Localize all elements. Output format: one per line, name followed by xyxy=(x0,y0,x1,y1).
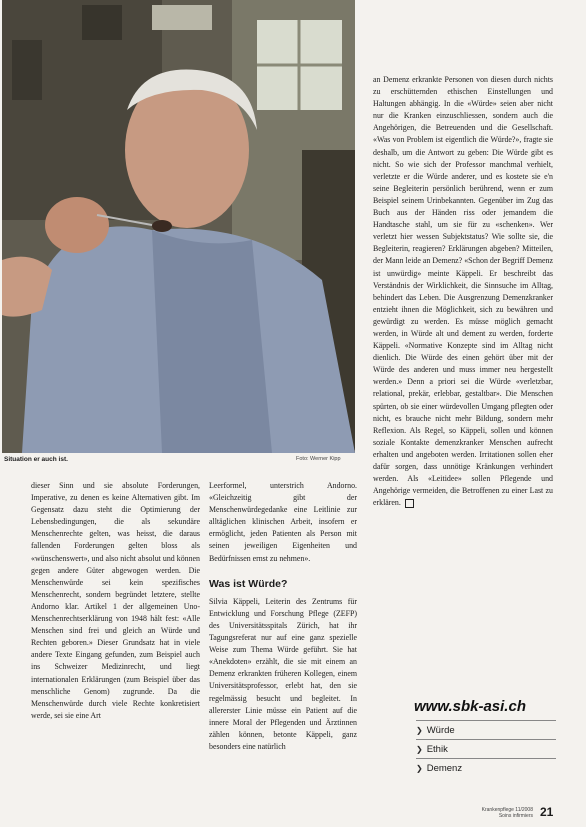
keyword-links xyxy=(416,720,556,777)
article-column-1 xyxy=(31,480,200,722)
website-link[interactable]: www.sbk-asi.ch xyxy=(414,698,526,715)
arrow-right-icon: ❯ xyxy=(416,763,423,773)
column-3-text: an Demenz erkrankte Personen von diesen durch nichts zu erschütternden ethischen Einstellungen und Haltungen abhängig. In die «Würde» seien aber nicht nur die Kranken einzuschliessen, sondern auch die Angehörigen, die Betreuenden und die Gesellschaft. «Was von Problem ist eigentlich die Würde?», fragte sie deshalb, um die Antwort zu geben: Die Würde gibt es nicht. So wie sich der Professor manchmal verhielt, verletzte er die Würde anderer, und es kostete sie e'n seine Begleiterin persönlich berührend, wenn er zum Beispiel seinem Urinbekannten. Gegenüber im Zug das Buch aus der Händen riss oder jemandem die Handtasche stahl, um sie für zu «schenken». Wer verletzt hier wessen Subjektstatus? Wie sollte sie, die Begleiterin, reagieren? Erklärungen abgeben? Mitteilen, der Mann leide an Demenz? «Schon der Begriff Demenz ist unwürdig» meinte Käppeli. Er beschreibt das Verständnis der Wirklichkeit, die Sinnsuche im Alltag, behindert das Leben. Die Ausgrenzung Demenzkranker entzieht ihnen die Möglichkeit, sich zu bewähren und gewürdigt zu werden. Es müsse möglich gemacht werden, in Würde alt und dement zu werden, forderte Käppeli. «Normative Konzepte sind im Alltag nicht dienlich. Die Würde des einen gehört über mit der Würde des anderen und muss immer neu hergestellt werden.» Denn a priori sei die Würde «verletzbar, relational, prekär, erlebbar, gestaltbar». Die Menschen spürten, ob sie einer würdevollen Umgang pflegten oder nicht, es brauche nicht mehr Bildung, sondern mehr Reflexion. Als Regel, so Käppeli, sollen und können soziale Kontakte demenzkranker Menschen aufrecht erhalten und angeboten werden. Irritationen sollen eher dafür sorgen, dass unnötige Kränkungen verhindert werden. Als «Leitidee» sollen Pflegende und Angehörige vermeiden, die Betroffenen zu einer Last zu erklären. xyxy=(373,75,553,508)
arrow-right-icon: ❯ xyxy=(416,725,423,735)
column-1-text: dieser Sinn und sie absolute Forderungen, Imperative, zu denen es keine Alternativen gibt. Im Gegensatz dazu steht die Optimierung der Lebensbedingungen, die als sekundäre Menschenrechte gelten, was heisst, die daraus fallenden Forderungen gelten bloss als «wünschenswert», und also nicht absolut und können gegen andere Güter abgewogen werden. Die Menschenwürde sei kein spezifisches Menschenrecht, sondern begründet letztere, stellte Andorno klar. Artikel 1 der allgemeinen Uno-Menschenrechtserklärung von 1948 hält fest: «Alle Menschen sind frei und gleich an Würde und Rechten geboren.» Dieser Grundsatz hat in viele andere Texte Eingang gefunden, zum Beispiel auch ins Schweizer Medizinrecht, und liegt internationalen Erklärungen (zum Beispiel über das menschliche Genom) zugrunde. Da die Menschenwürde durch viele Rechte konkretisiert werde, sei sie eine Art xyxy=(31,481,200,720)
article-column-3 xyxy=(373,74,553,509)
magazine-line-2: Soins infirmiers xyxy=(498,813,533,819)
article-column-2 xyxy=(209,480,357,753)
subheading: Was ist Würde? xyxy=(209,577,288,590)
photo-elderly-man-eating xyxy=(2,0,355,453)
page-number: 21 xyxy=(540,805,554,819)
photo-credit: Foto: Werner Kipp xyxy=(296,456,341,462)
arrow-right-icon: ❯ xyxy=(416,744,423,754)
keyword-label: Demenz xyxy=(426,762,463,774)
photo-caption: Situation er auch ist. xyxy=(4,456,68,463)
keyword-label: Würde xyxy=(426,724,455,736)
keyword-link-ethik[interactable] xyxy=(416,739,556,758)
keyword-label: Ethik xyxy=(426,743,448,755)
column-2-text: Leerformel, unterstrich Andorno. «Gleichzeitig gibt der Menschenwürdegedanke eine Leitlinie zur alltäglichen klinischen Arbeit, insofern er ermöglicht, jeden Patienten als Person mit seinen jeweiligen Eigenheiten und Bedürfnissen ernst zu nehmen». xyxy=(209,481,357,563)
magazine-footer xyxy=(463,807,533,819)
end-mark-icon xyxy=(405,499,414,508)
column-2-text-continued: Silvia Käppeli, Leiterin des Zentrums für Entwicklung und Forschung Pflege (ZEFP) des Universitätsspitals Zürich, hat ihr Tagungsreferat nur auf eine ganz spezielle Weise zum Thema Würde geführt. Sie hat «Anekdoten» erzählt, die sie mit einem an Demenz erkrankten früheren Kollegen, einem Universitätsprofessor, erlebt hat, den sie regelmässig besucht und begleitet. In allererster Linie müsse ein Patient auf die innere Moral der Pflegenden und Ärztinnen zählen können, betonte Käppeli, ganz besonders eine natürlich xyxy=(209,596,357,751)
photo-illustration xyxy=(2,0,355,453)
keyword-link-wuerde[interactable] xyxy=(416,720,556,739)
magazine-line-1: Krankenpflege 11/2008 xyxy=(481,807,533,813)
keyword-link-demenz[interactable] xyxy=(416,758,556,777)
